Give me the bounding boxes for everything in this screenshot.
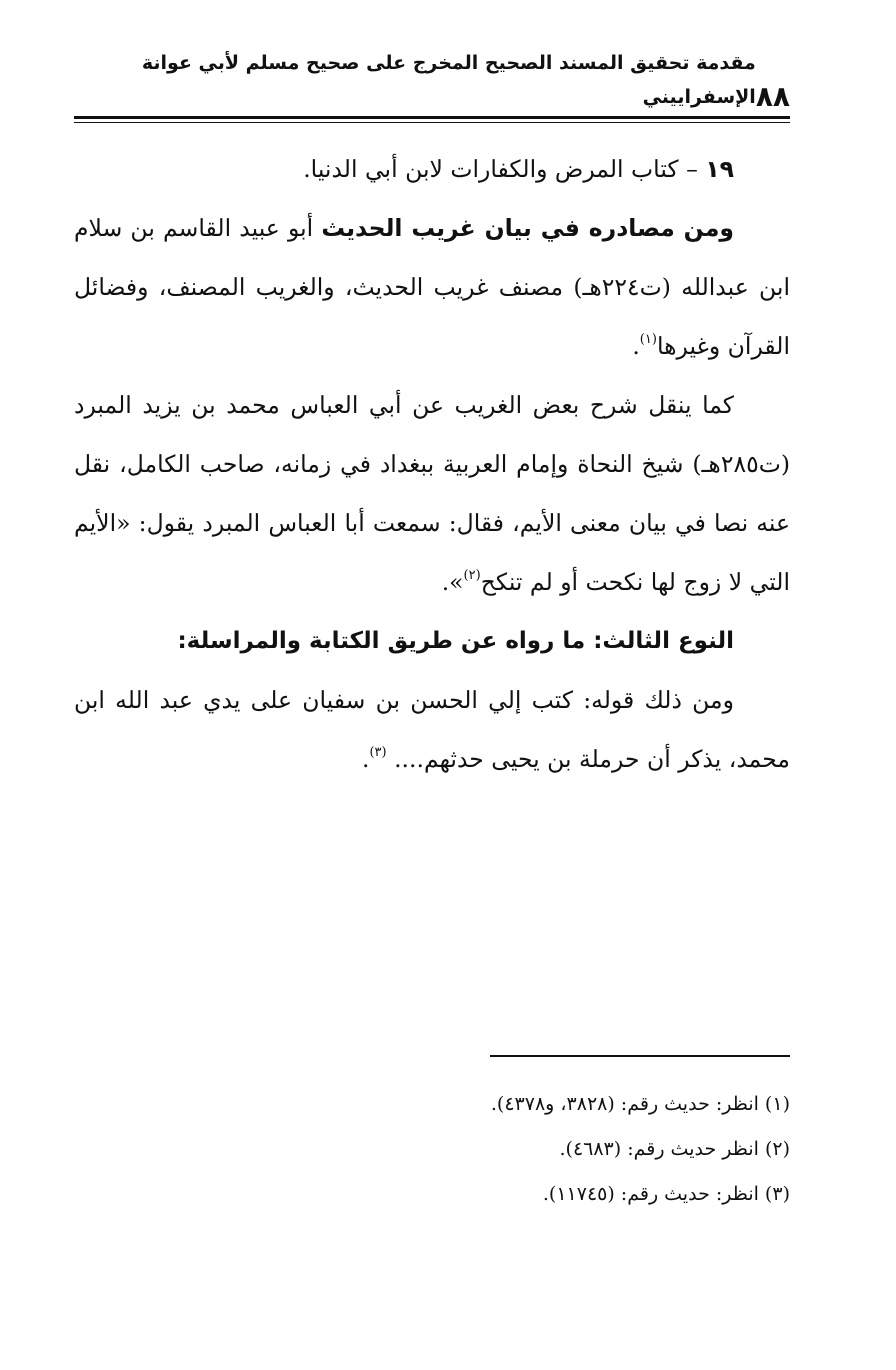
section-heading: النوع الثالث: ما رواه عن طريق الكتابة والمراسلة: <box>177 628 734 654</box>
item-dash: – <box>678 155 706 183</box>
paragraph-mubarrad <box>74 376 790 612</box>
footnotes <box>74 1082 790 1217</box>
list-item-19 <box>74 140 790 199</box>
footnote-ref-3[interactable]: (٣) <box>369 745 387 760</box>
footnote-2: (٢) انظر حديث رقم: (٤٦٨٣). <box>559 1138 790 1160</box>
paragraph-text: ومن ذلك قوله: كتب إلي الحسن بن سفيان على يدي عبد الله ابن محمد، يذكر أن حرملة بن يحيى حدثهم.... <box>74 686 790 773</box>
paragraph-end: . <box>361 745 370 773</box>
paragraph-end: ». <box>441 568 464 596</box>
running-title: مقدمة تحقيق المسند الصحيح المخرج على صحيح مسلم لأبي عوانة الإسفراييني <box>141 52 756 108</box>
main-text <box>74 140 790 789</box>
footnote-ref-2[interactable]: (٢) <box>463 568 481 583</box>
item-number: ١٩ <box>705 155 734 183</box>
paragraph-example <box>74 671 790 789</box>
paragraph-text: أبو عبيد القاسم بن سلام ابن عبدالله (ت٢٢٤هـ) مصنف غريب الحديث، والغريب المصنف، وفضائل القرآن وغيرها <box>74 214 790 360</box>
footnote-1: (١) انظر: حديث رقم: (٣٨٢٨، و٤٣٧٨). <box>490 1093 790 1115</box>
header-rule-thick <box>74 116 790 119</box>
footnote-3: (٣) انظر: حديث رقم: (١١٧٤٥). <box>542 1183 790 1205</box>
footnote-ref-1[interactable]: (١) <box>639 332 657 347</box>
item-text: كتاب المرض والكفارات لابن أبي الدنيا. <box>303 155 679 183</box>
paragraph-sources <box>74 199 790 376</box>
bold-lead: ومن مصادره في بيان غريب الحديث <box>321 214 734 242</box>
paragraph-end: . <box>632 332 640 360</box>
paragraph-text: كما ينقل شرح بعض الغريب عن أبي العباس محمد بن يزيد المبرد (ت٢٨٥هـ) شيخ النحاة وإمام العربية ببغداد في زمانه، صاحب الكامل، نقل عنه نصا في بيان معنى الأيم، فقال: سمعت أبا العباس المبرد يقول: «الأيم التي لا زوج لها نكحت أو لم تنكح <box>74 391 790 596</box>
page-header <box>74 52 790 114</box>
page-number: ٨٨ <box>755 80 790 113</box>
footnote-separator <box>490 1055 790 1057</box>
header-rule-thin <box>74 122 790 123</box>
